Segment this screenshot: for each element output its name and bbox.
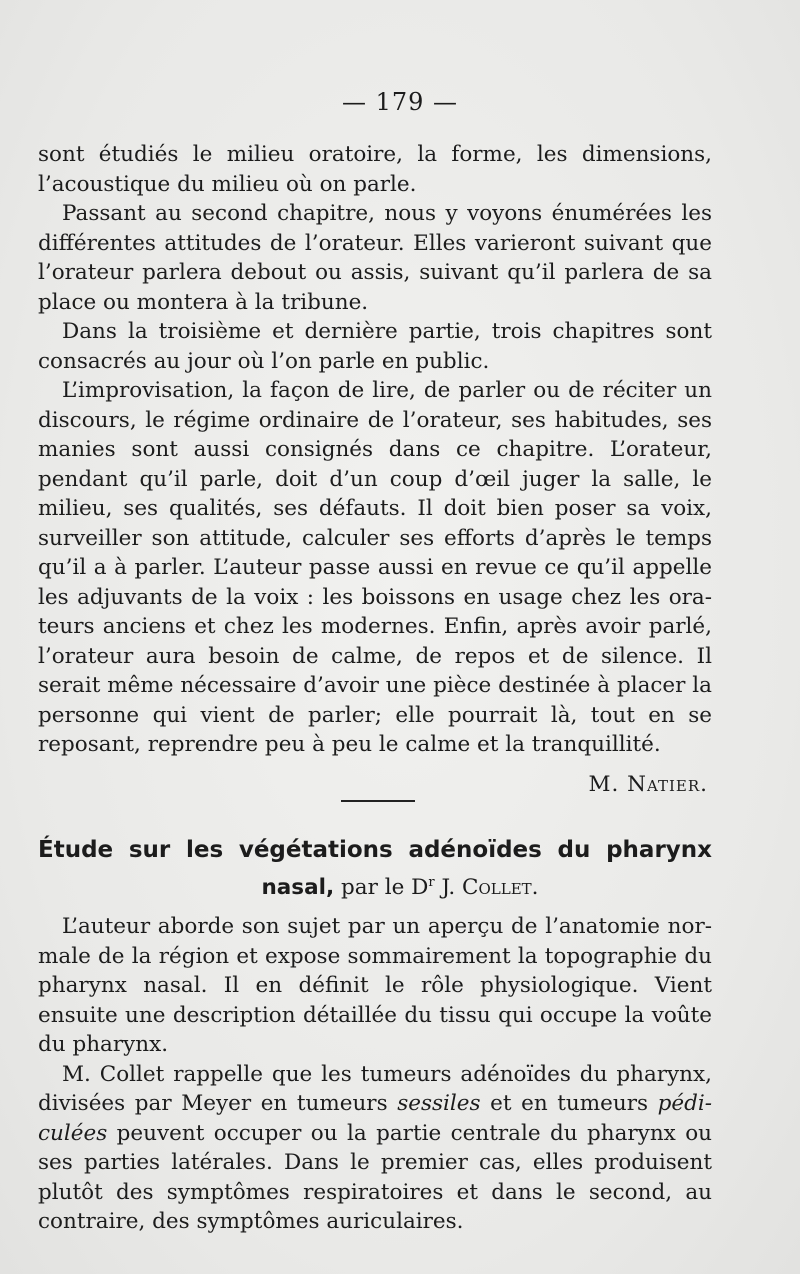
author-signature [588,772,708,797]
subtitle-author: J. Collet. [441,875,539,901]
article-title: Étude sur les végétations adénoïdes du pharynx [38,837,712,863]
paragraph: L’auteur aborde son sujet par un aperçu de l’anatomie normale de la région et expose sommairement la topographie du pharynx nasal. Il en définit le rôle physiologique. Vient ensuite une description détaillée du tissu qui occupe la voûte du pharynx. [38,914,712,1057]
paragraph: L’improvisation, la façon de lire, de parler ou de réciter un discours, le régime ordinaire de l’orateur, ses habitudes, ses manies sont aussi consignés dans ce chapitre. L’orateur, pendant qu’il parle, doit d’un coup d’œil juger la salle, le milieu, ses qualités, ses défauts. Il doit bien poser sa voix, surveiller son attitude, calculer ses efforts d’après le temps qu’il a à parler. L’auteur passe aussi en revue ce qu’il appelle les adjuvants de la voix : les boissons en usage chez les orateurs anciens et chez les modernes. Enfin, après avoir parlé, l’orateur aura besoin de calme, de repos et de silence. Il serait même nécessaire d’avoir une pièce destinée à placer la personne qui vient de parler; elle pourrait là, tout en se reposant, reprendre peu à peu le calme et la tranquillité. [38,378,712,757]
paragraph-text: peuvent occuper ou la partie centrale du pharynx ou ses parties latérales. Dans le premier cas, elles produisent plutôt des symptômes respiratoires et dans le second, au contraire, des symptômes auriculaires. [38,1120,712,1234]
section-divider [341,800,415,802]
italic-term: pédiculées [38,1091,713,1146]
signature-prefix: M. [588,772,620,797]
paragraph: sont étudiés le milieu oratoire, la forme, les dimensions, l’acoustique du milieu où on parle. [38,142,712,197]
subtitle-sup: r [428,875,435,890]
signature-name: Natier. [627,772,708,797]
paragraph: Passant au second chapitre, nous y voyons énumérées les différentes attitudes de l’orateur. Elles varieront suivant que l’orateur parlera debout ou assis, suivant qu’il parlera de sa place ou montera à la tribune. [38,201,712,315]
italic-term: sessiles [397,1091,481,1116]
paragraph-text: M. Collet rappelle que les tumeurs adénoïdes du pharynx, divisées par Meyer en tumeurs [38,1061,712,1116]
review-text [38,140,712,760]
subtitle-bold: nasal, [261,875,335,901]
page-number: — 179 — [341,88,459,116]
paragraph-text: et en tumeurs [480,1091,658,1116]
paragraph: Dans la troisième et dernière partie, trois chapitres sont consacrés au jour où l’on parle en public. [38,319,712,374]
paragraph [38,1060,712,1237]
article-text [38,912,712,1237]
article-subtitle [0,868,800,903]
subtitle-by: par le D [341,875,429,901]
